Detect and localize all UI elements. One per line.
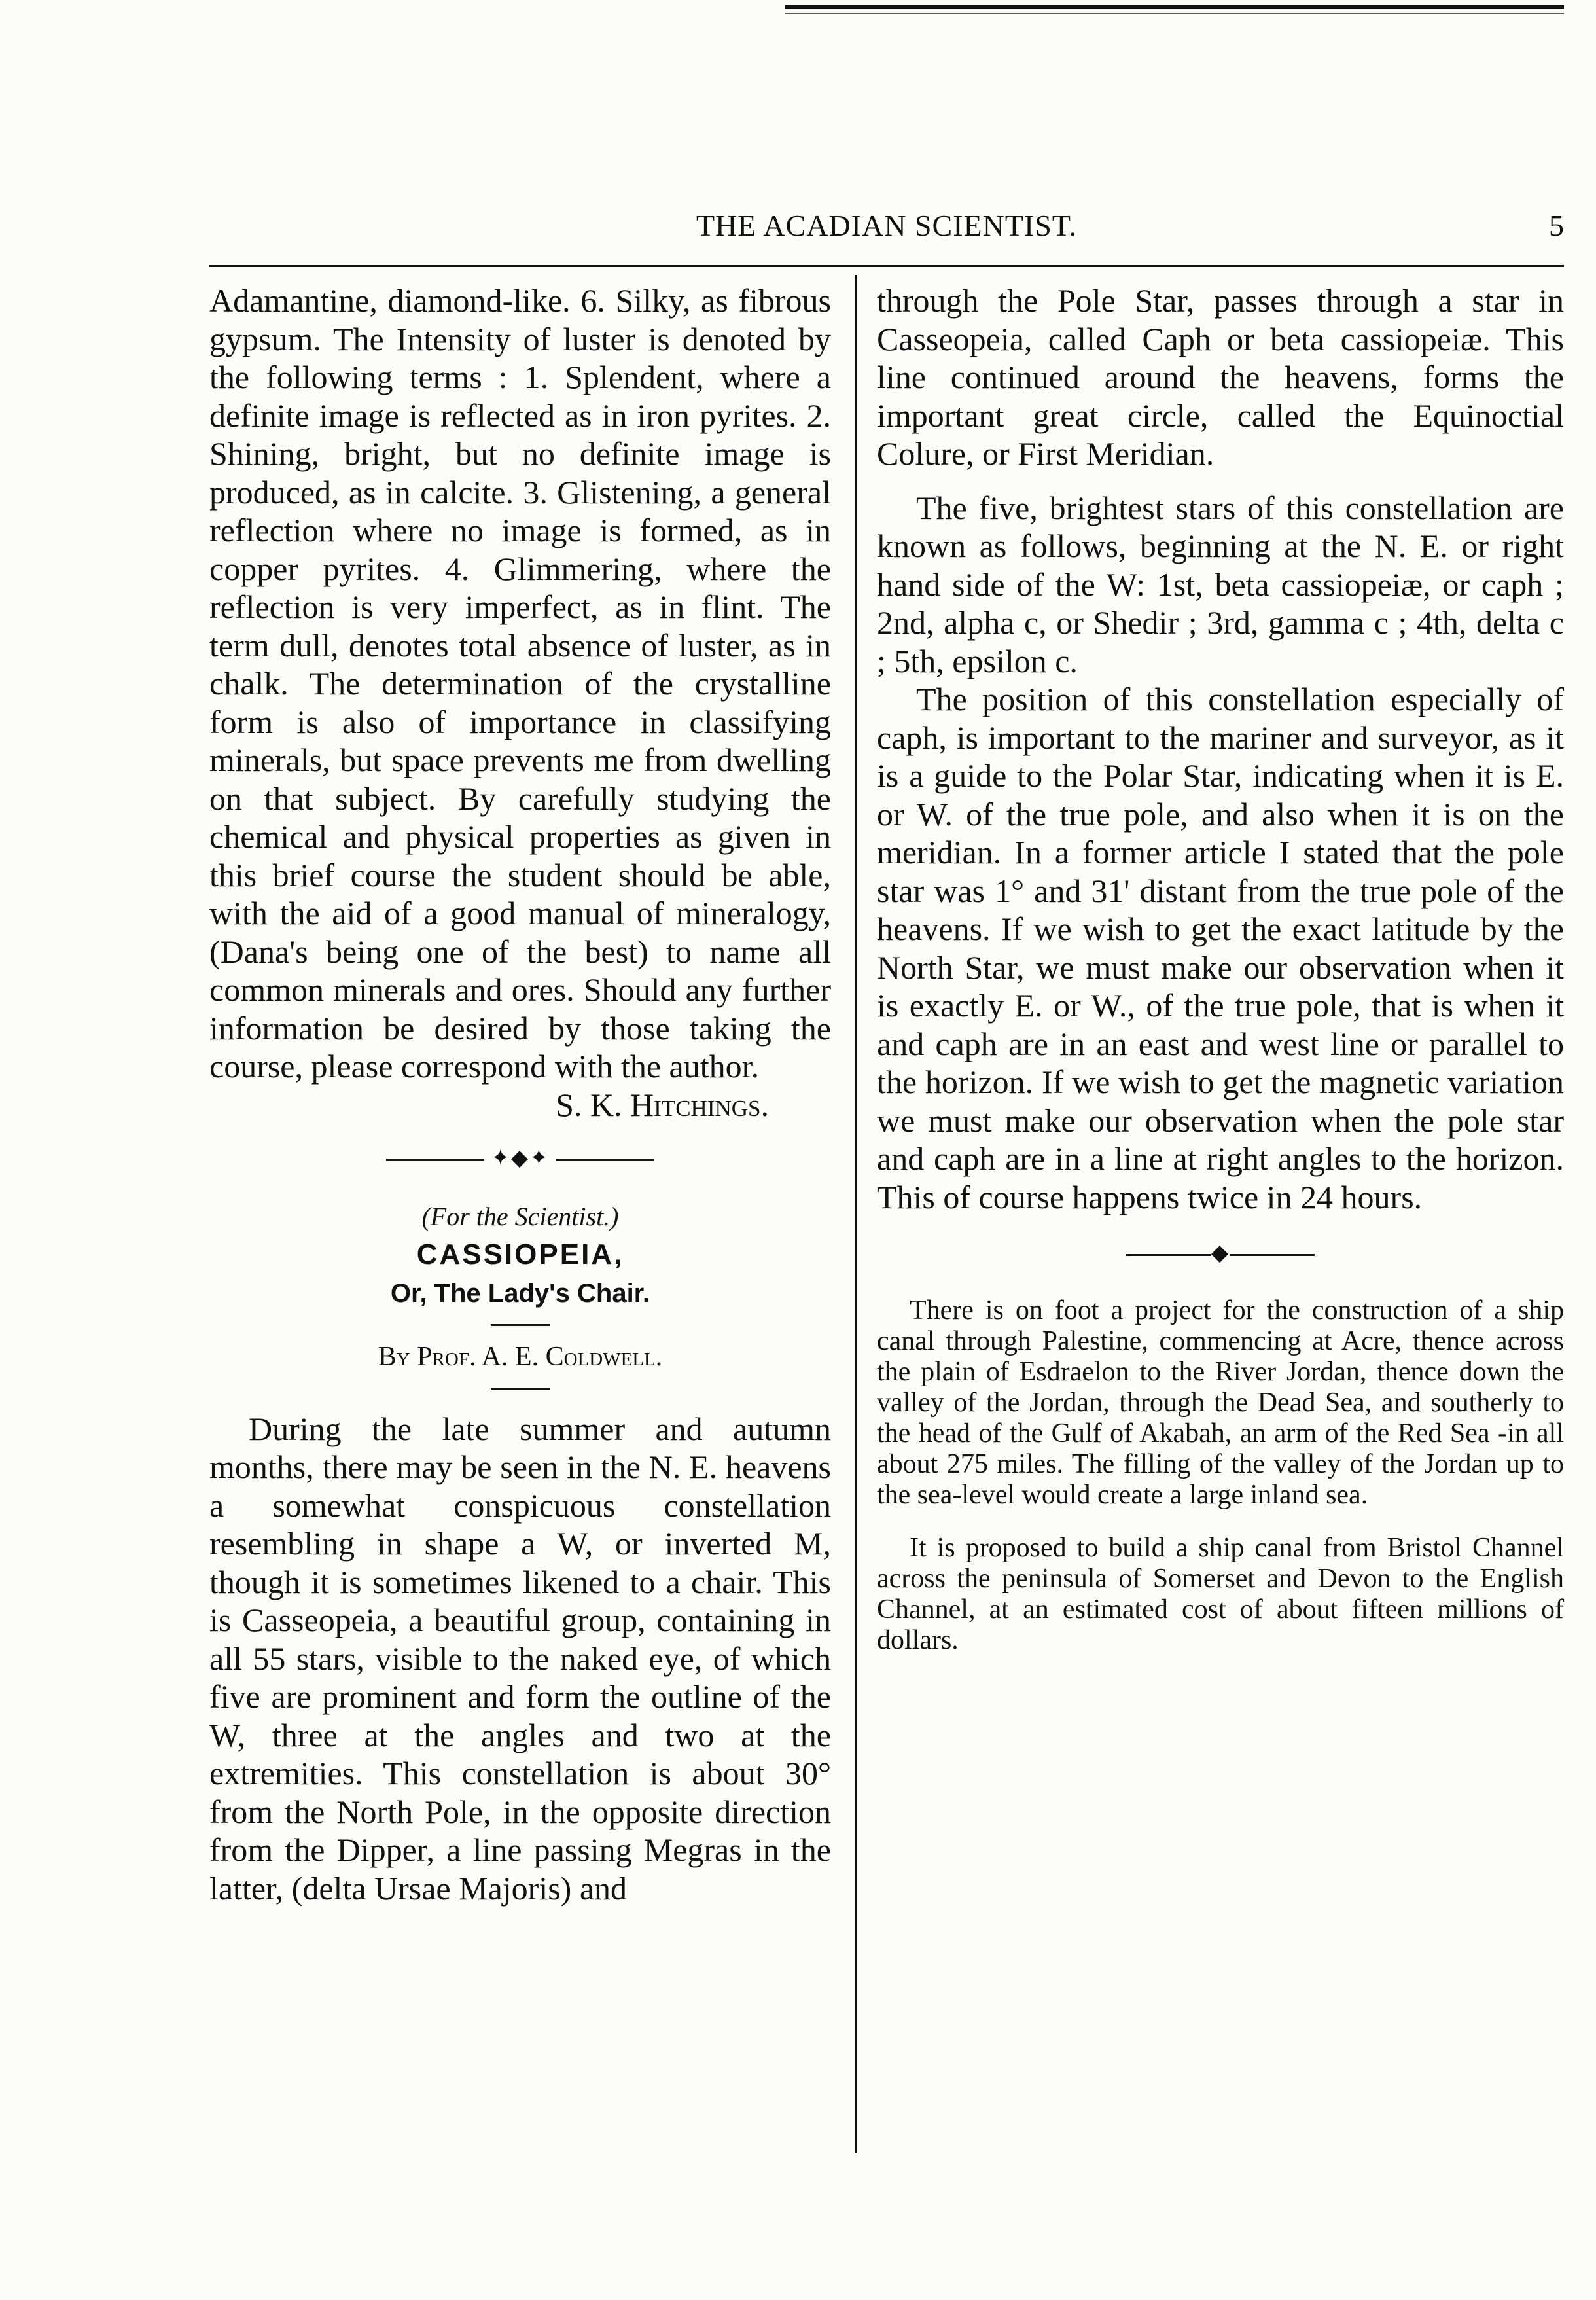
page-number: 5 [1549, 209, 1564, 242]
news-items [877, 1295, 1564, 1656]
header-rule [209, 265, 1564, 267]
left-column [209, 281, 831, 1907]
section-ornament: ✦◆✦ [209, 1140, 831, 1178]
brightest-stars-paragraph: The five, brightest stars of this constellation are known as follows, beginning at the N. E. or right hand side of the W: 1st, beta cassiopeiæ, or caph ; 2nd, alpha c, or Shedir ; 3rd, gamma c ; 4th, delta c ; 5th, epsilon c. [877, 489, 1564, 679]
article-subtitle: Or, The Lady's Chair. [390, 1278, 650, 1308]
bristol-canal-item: It is proposed to build a ship canal from Bristol Channel across the peninsula of Somerset and Devon to the English Channel, at an estimated cost of about fifteen millions of dollars. [877, 1532, 1564, 1655]
news-ornament: ◆ [877, 1234, 1564, 1273]
column-divider [855, 275, 857, 2153]
byline-rule [491, 1388, 550, 1390]
top-border-rule-thin [785, 13, 1564, 14]
top-border-rule [785, 5, 1564, 9]
position-paragraph: The position of this constellation especially of caph, is important to the mariner and surveyor, as it is a guide to the Polar Star, indicating when it is E. or W. of the true pole, and also when it is on the meridian. In a former article I stated that the pole star was 1° and 31' distant from the true pole of the heavens. If we wish to get the exact latitude by the North Star, we must make our observation when it is exactly E. or W., of the true pole, that is when it and caph are in an east and west line or parallel to the horizon. If we wish to get the magnetic variation we must make our observation when the pole star and caph are in a line at right angles to the horizon. This of course happens twice in 24 hours. [877, 681, 1564, 1215]
running-header [209, 208, 1564, 254]
mineral-luster-paragraph: Adamantine, diamond-like. 6. Silky, as fibrous gypsum. The Intensity of luster is denoted by the following terms : 1. Splendent, where a definite image is reflected as in iron pyrites. 2. Shining, bright, but no definite image is produced, as in calcite. 3. Glistening, a general reflection where no image is formed, as in copper pyrites. 4. Glimmering, where the reflection is very imperfect, as in flint. The term dull, denotes total absence of luster, as in chalk. The determination of the crystalline form is also of importance in classifying minerals, but space prevents me from dwelling on that subject. By carefully studying the chemical and physical properties as given in this brief course the student should be able, with the aid of a good manual of mineralogy, (Dana's being one of the best) to name all common minerals and ores. Should any further information be desired by those taking the course, please correspond with the author. [209, 282, 831, 1085]
author-signature: S. K. Hitchings. [556, 1086, 769, 1123]
palestine-canal-item: There is on foot a project for the construction of a ship canal through Palestine, commencing at Acre, thence across the plain of Esdraelon to the River Jordan, thence down the valley of the Jordan, through the Dead Sea, and southerly to the head of the Gulf of Akabah, an arm of the Red Sea -in all about 275 miles. The filling of the valley of the Jordan up to the sea-level would create a large inland sea. [877, 1295, 1564, 1510]
article-title: CASSIOPEIA, [416, 1238, 624, 1270]
article-byline: By Prof. A. E. Coldwell. [378, 1342, 663, 1372]
right-column [877, 281, 1564, 1678]
for-the-scientist-note: (For the Scientist.) [421, 1201, 619, 1231]
cassiopeia-continued-paragraph: through the Pole Star, passes through a star in Casseopeia, called Caph or beta cassiopeiæ. This line continued around the heavens, forms the important great circle, called the Equinoctial Colure, or First Meridian. [877, 282, 1564, 472]
journal-title: THE ACADIAN SCIENTIST. [696, 209, 1078, 242]
title-rule [491, 1324, 550, 1326]
cassiopeia-intro-paragraph: During the late summer and autumn months, there may be seen in the N. E. heavens a somewhat conspicuous constellation resembling in shape a W, or inverted M, though it is sometimes likened to a chair. This is Casseopeia, a beautiful group, containing in all 55 stars, visible to the naked eye, of which five are prominent and form the outline of the W, three at the angles and two at the extremities. This constellation is about 30° from the North Pole, in the opposite direction from the Dipper, a line passing Megras in the latter, (delta Ursae Majoris) and [209, 1410, 831, 1907]
